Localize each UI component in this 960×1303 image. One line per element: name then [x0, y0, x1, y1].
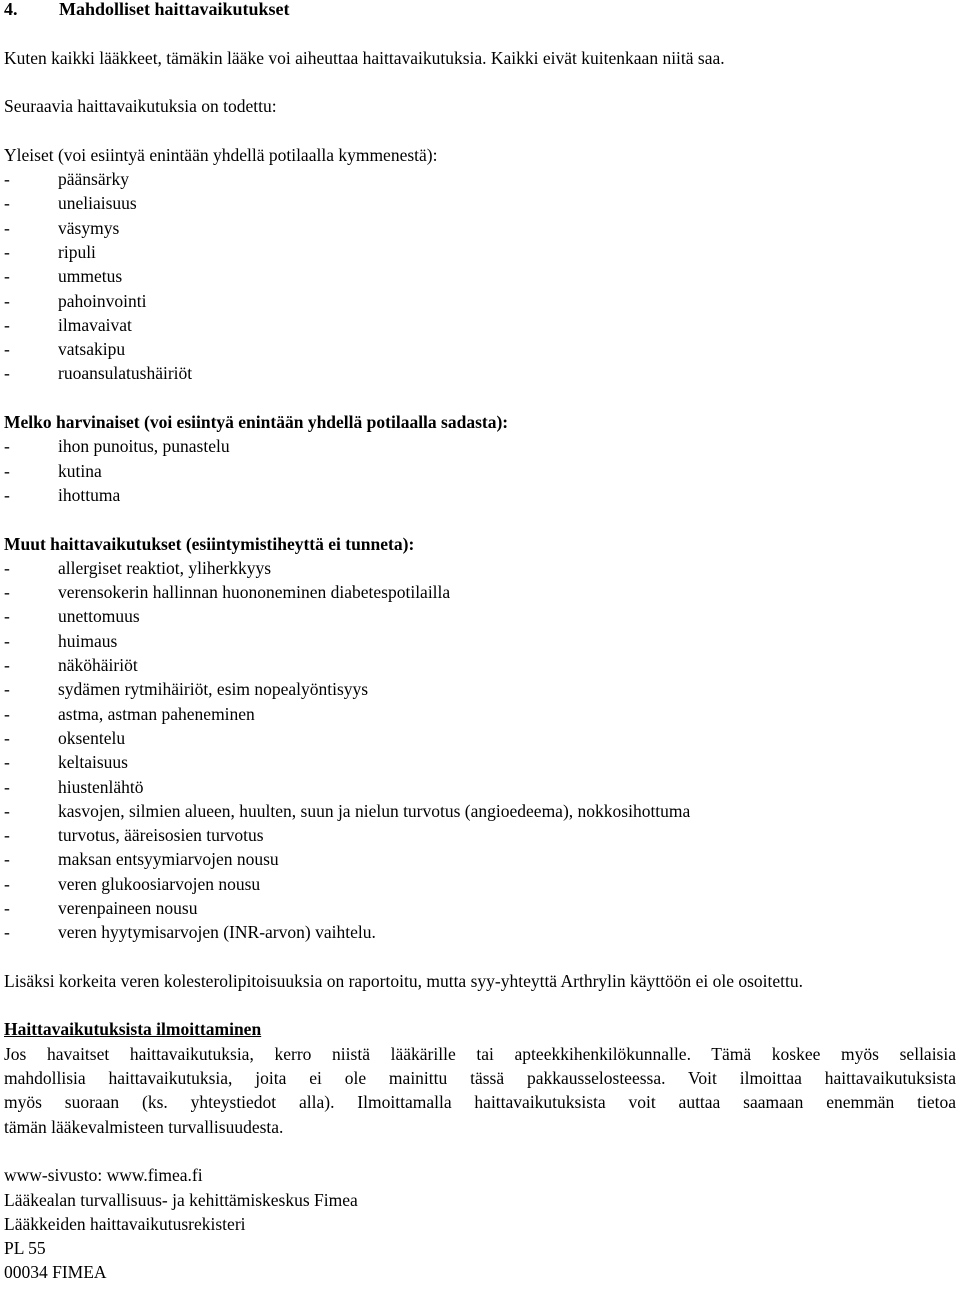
list-item: - uneliaisuus	[4, 191, 956, 215]
reporting-line: Jos havaitset haittavaikutuksia, kerro niistä lääkärille tai apteekkihenkilökunnalle. Tämä koskee myös sellaisia	[4, 1043, 956, 1064]
list-item: - pahoinvointi	[4, 289, 956, 313]
list-item: - allergiset reaktiot, yliherkkyys	[4, 556, 956, 580]
list-item: - ihottuma	[4, 483, 956, 507]
list-item: - hiustenlähtö	[4, 775, 956, 799]
additional-paragraph: Lisäksi korkeita veren kolesterolipitoisuuksia on raportoitu, mutta syy-yhteyttä Arthrylin käyttöön ei ole osoitettu.	[4, 970, 804, 991]
contact-block	[4, 1163, 956, 1284]
list-item: - keltaisuus	[4, 750, 956, 774]
list-item: - päänsärky	[4, 167, 956, 191]
list-item: - oksentelu	[4, 726, 956, 750]
list-item: - verensokerin hallinnan huononeminen diabetespotilailla	[4, 580, 956, 604]
list-item: - ummetus	[4, 264, 956, 288]
list-item: - ilmavaivat	[4, 313, 956, 337]
list-item: - sydämen rytmihäiriöt, esim nopealyöntisyys	[4, 677, 956, 701]
reporting-line: tämän lääkevalmisteen turvallisuudesta.	[4, 1116, 284, 1137]
list-item: - näköhäiriöt	[4, 653, 956, 677]
section-title: Mahdolliset haittavaikutukset	[59, 0, 290, 19]
contact-agency: Lääkealan turvallisuus- ja kehittämiskeskus Fimea	[4, 1189, 358, 1210]
list-item: - astma, astman paheneminen	[4, 702, 956, 726]
other-heading: Muut haittavaikutukset (esiintymistiheyttä ei tunneta):	[4, 533, 415, 554]
list-item: - huimaus	[4, 629, 956, 653]
list-item: - unettomuus	[4, 604, 956, 628]
common-heading: Yleiset (voi esiintyä enintään yhdellä potilaalla kymmenestä):	[4, 144, 438, 165]
observed-paragraph: Seuraavia haittavaikutuksia on todettu:	[4, 96, 277, 117]
reporting-heading: Haittavaikutuksista ilmoittaminen	[4, 1019, 262, 1040]
reporting-paragraph	[4, 1042, 956, 1139]
reporting-line: myös suoraan (ks. yhteystiedot alla). Ilmoittamalla haittavaikutuksista voit auttaa saamaan enemmän tietoa	[4, 1092, 956, 1113]
other-list	[4, 556, 956, 945]
section-heading	[4, 0, 956, 21]
list-item: - ihon punoitus, punastelu	[4, 434, 956, 458]
contact-website: www-sivusto: www.fimea.fi	[4, 1165, 203, 1186]
contact-postal: 00034 FIMEA	[4, 1262, 107, 1283]
list-item: - kutina	[4, 459, 956, 483]
list-item: - veren glukoosiarvojen nousu	[4, 872, 956, 896]
contact-pobox: PL 55	[4, 1238, 46, 1259]
list-item: - turvotus, ääreisosien turvotus	[4, 823, 956, 847]
list-item: - maksan entsyymiarvojen nousu	[4, 847, 956, 871]
list-item: - veren hyytymisarvojen (INR-arvon) vaihtelu.	[4, 920, 956, 944]
uncommon-heading: Melko harvinaiset (voi esiintyä enintään yhdellä potilaalla sadasta):	[4, 412, 509, 433]
reporting-line: mahdollisia haittavaikutuksia, joita ei ole mainittu tässä pakkausselosteessa. Voit ilmoittaa haittavaikutuksista	[4, 1068, 956, 1089]
list-item: - ripuli	[4, 240, 956, 264]
section-number: 4.	[4, 0, 18, 19]
document-page	[4, 0, 956, 1285]
contact-registry: Lääkkeiden haittavaikutusrekisteri	[4, 1213, 246, 1234]
common-list	[4, 167, 956, 386]
list-item: - vatsakipu	[4, 337, 956, 361]
intro-paragraph: Kuten kaikki lääkkeet, tämäkin lääke voi aiheuttaa haittavaikutuksia. Kaikki eivät kuitenkaan niitä saa.	[4, 47, 725, 68]
list-item: - väsymys	[4, 216, 956, 240]
list-item: - verenpaineen nousu	[4, 896, 956, 920]
list-item: - ruoansulatushäiriöt	[4, 361, 956, 385]
uncommon-list	[4, 434, 956, 507]
list-item: - kasvojen, silmien alueen, huulten, suun ja nielun turvotus (angioedeema), nokkosihottuma	[4, 799, 956, 823]
